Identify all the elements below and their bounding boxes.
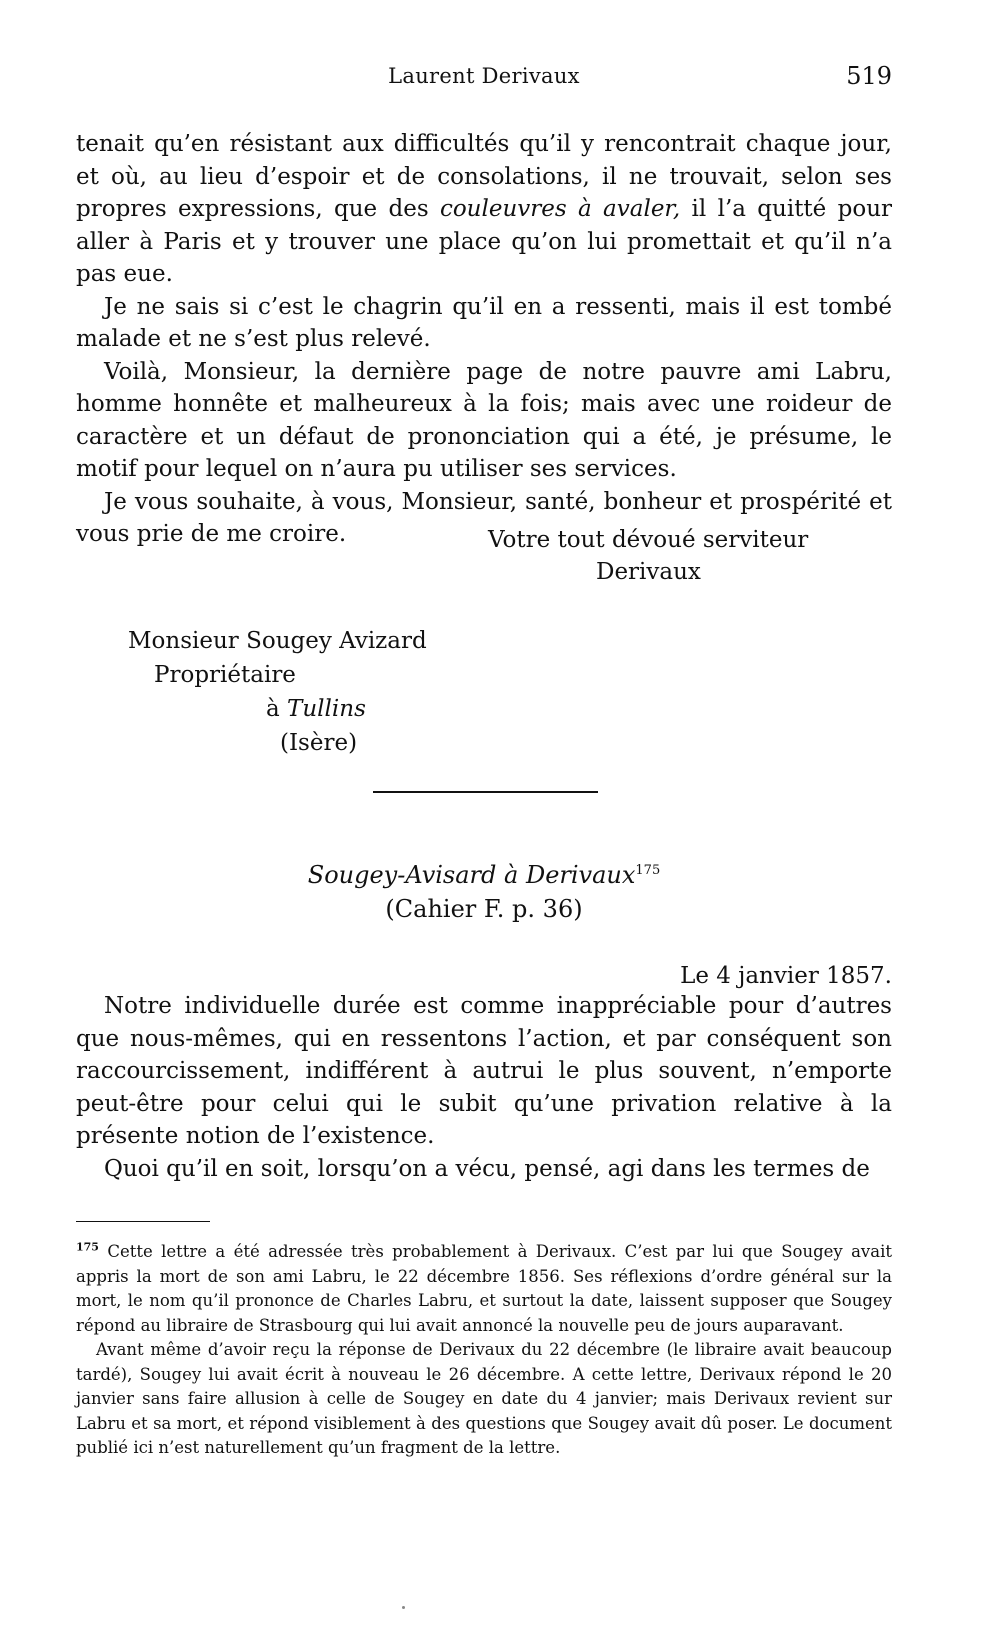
footnotes xyxy=(76,1240,892,1461)
address-line-2: Propriétaire xyxy=(154,662,296,688)
address-line-4: (Isère) xyxy=(280,730,358,756)
letter2-title xyxy=(76,858,892,892)
letter1-p1-text-a: tenait qu’en résistant aux difficultés qu’il y rencontrait chaque jour, et où, au lieu d’espoir et de consolations, il ne trouvait, selon ses propres expressions, que des xyxy=(76,131,892,222)
letter1-paragraph-3: Voilà, Monsieur, la dernière page de notre pauvre ami Labru, homme honnête et malheureux à la fois; mais avec une roideur de caractère et un défaut de prononciation qui a été, je présume, le motif pour lequel on n’aura pu utiliser ses services. xyxy=(76,358,892,482)
address-line-3 xyxy=(128,692,427,726)
letter2-body xyxy=(76,990,892,1185)
letter2-paragraph-1: Notre individuelle durée est comme inappréciable pour d’autres que nous-mêmes, qui en ressentons l’action, et par conséquent son raccourcissement, indifférent à autrui le plus souvent, n’emporte peut-être pour celui qui le subit qu’une privation relative à la présente notion de l’existence. xyxy=(76,993,892,1149)
letter1-signature: Derivaux xyxy=(596,559,701,585)
address-line-1: Monsieur Sougey Avizard xyxy=(128,628,427,654)
footnote-rule xyxy=(76,1221,210,1222)
letter1-paragraph-2: Je ne sais si c’est le chagrin qu’il en a ressenti, mais il est tombé malade et ne s’est plus relevé. xyxy=(76,293,892,352)
footnote-175-continued: Avant même d’avoir reçu la réponse de Derivaux du 22 décembre (le libraire avait beaucoup tardé), Sougey lui avait écrit à nouveau le 26 décembre. A cette lettre, Derivaux répond le 20 janvier sans faire allusion à celle de Sougey en date du 4 janvier; mais Derivaux revient sur Labru et sa mort, et répond visiblement à des questions que Sougey avait dû poser. Le document publié ici n’est naturellement qu’un fragment de la lettre. xyxy=(76,1340,892,1457)
address-place: Tullins xyxy=(287,696,366,722)
letter1-p1-italic-phrase: couleuvres à avaler, xyxy=(439,196,681,222)
letter2-heading xyxy=(76,858,892,926)
letter1-closing: Votre tout dévoué serviteur xyxy=(488,527,809,553)
letter1-signoff xyxy=(488,524,808,588)
footnote-reference[interactable]: 175 xyxy=(635,863,661,878)
footnote-175-text: Cette lettre a été adressée très probablement à Derivaux. C’est par lui que Sougey avait appris la mort de son ami Labru, le 22 décembre 1856. Ses réflexions d’ordre général sur la mort, le nom qu’il prononce de Charles Labru, et surtout la date, laissent supposer que Sougey répond au libraire de Strasbourg qui lui avait annoncé la nouvelle peu de jours auparavant. xyxy=(76,1242,892,1335)
letter2-title-text: Sougey-Avisard à Derivaux xyxy=(307,861,636,889)
section-separator xyxy=(373,791,598,793)
letter1-p1-text-b: il l’a quitté pour aller à Paris et y trouver une place qu’on lui promettait et qu’il n’a pas eue. xyxy=(76,196,892,287)
letter2-source: (Cahier F. p. 36) xyxy=(385,895,583,923)
letter2-date: Le 4 janvier 1857. xyxy=(680,963,892,989)
letter2-paragraph-2: Quoi qu’il en soit, lorsqu’on a vécu, pensé, agi dans les termes de xyxy=(104,1155,870,1182)
footnote-175 xyxy=(76,1240,892,1338)
page-speck xyxy=(402,1606,405,1609)
running-head xyxy=(76,64,892,96)
letter1-paragraph-1 xyxy=(76,128,892,291)
letter1-address xyxy=(128,624,427,760)
page-number: 519 xyxy=(846,62,892,90)
letter1-paragraph-4: Je vous souhaite, à vous, Monsieur, santé, bonheur et prospérité et vous prie de me croire. xyxy=(76,488,892,547)
running-title: Laurent Derivaux xyxy=(388,64,580,88)
letter1-body xyxy=(76,128,892,551)
footnote-number: 175 xyxy=(76,1240,99,1254)
address-line-3-prefix: à xyxy=(266,696,288,722)
